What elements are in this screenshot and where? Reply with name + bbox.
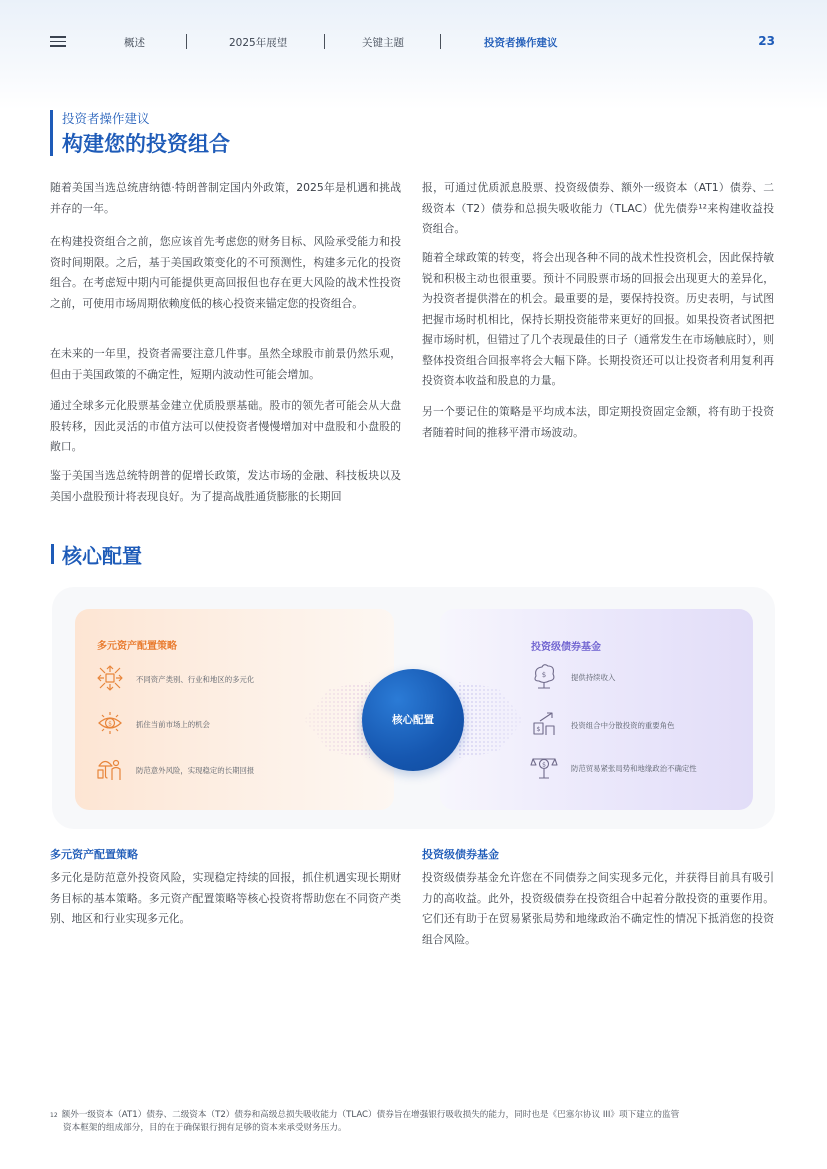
umbrella-person-icon xyxy=(96,754,124,782)
ig-bond-paragraph: 投资级债券基金允许您在不同债券之间实现多元化，并获得目前具有吸引力的高收益。此外，投资级债券在投资组合中起着分散投资的重要作用。它们还有助于在贸易紧张局势和地缘政治不确定性的情况下抵消您的投资组合风险。 xyxy=(422,871,774,946)
diversify-money-icon xyxy=(530,709,558,737)
svg-text:$: $ xyxy=(108,720,112,728)
ig-bond-subtitle: 投资级债券基金 xyxy=(422,848,499,861)
section-kicker: 投资者操作建议 xyxy=(62,111,150,126)
heading-accent-bar xyxy=(50,110,53,156)
footnote-line-1: 额外一级资本（AT1）债券、二级资本（T2）债券和高级总损失吸收能力（TLAC）债券旨在增强银行吸收损失的能力，同时也是《巴塞尔协议 III》项下建立的监管 xyxy=(61,1110,680,1120)
multi-asset-paragraph: 多元化是防范意外投资风险，实现稳定持续的回报，抓住机遇实现长期财务目标的基本策略。多元资产配置策略等核心投资将帮助您在不同资产类别、地区和行业实现多元化。 xyxy=(50,871,401,925)
right-dot-pattern xyxy=(458,680,528,760)
section-title: 核心配置 xyxy=(62,544,142,568)
body-paragraph: 在未来的一年里，投资者需要注意几件事。虽然全球股市前景仍然乐观，但由于美国政策的不确定性，短期内波动性可能会增加。 xyxy=(50,347,401,381)
svg-text:$: $ xyxy=(541,671,547,679)
eye-opportunity-icon xyxy=(96,709,124,737)
core-allocation-label: 核心配置 xyxy=(392,714,434,726)
body-paragraph: 随着全球政策的转变，将会出现各种不同的战术性投资机会，因此保持敏锐和积极主动也很重要。预计不同股票市场的回报会出现更大的差异化，为投资者提供潜在的机会。最重要的是，要保持投资。历史表明，与试图把握市场时机相比，保持长期投资能带来更好的回报。如果投资者试图把握市场时机，但错过了几个表现最佳的日子（通常发生在市场触底时），则整体投资组合回报率将会大幅下降。长期投资还可以让投资者利用复利再投资资本收益和股息的力量。 xyxy=(422,251,774,387)
svg-text:$: $ xyxy=(536,725,541,733)
multi-asset-item-text: 抓住当前市场上的机会 xyxy=(136,720,210,729)
body-paragraph: 报，可通过优质派息股票、投资级债券、额外一级资本（AT1）债券、二级资本（T2）债券和总损失吸收能力（TLAC）优先债券¹²来构建收益投资组合。 xyxy=(422,181,774,235)
ig-bond-item-text: 投资组合中分散投资的重要角色 xyxy=(571,721,675,730)
multi-asset-panel-title: 多元资产配置策略 xyxy=(97,641,177,652)
left-dot-pattern xyxy=(300,680,370,760)
nav-item-overview[interactable]: 概述 xyxy=(124,37,145,49)
nav-item-investor-actions[interactable]: 投资者操作建议 xyxy=(484,37,558,49)
section-accent-bar xyxy=(51,544,54,564)
multi-asset-item-text: 不同资产类别、行业和地区的多元化 xyxy=(136,675,255,684)
top-navigation xyxy=(0,26,827,58)
nav-separator xyxy=(324,34,325,49)
body-paragraph: 在构建投资组合之前，您应该首先考虑您的财务目标、风险承受能力和投资时间期限。之后，基于美国政策变化的不可预测性，构建多元化的投资组合。在考虑短中期内可能提供更高回报但也存在更大风险的战术性投资之前，可使用市场周期依赖度低的核心投资来锚定您的投资组合。 xyxy=(50,235,401,310)
nav-item-outlook-2025[interactable]: 2025年展望 xyxy=(229,37,288,49)
body-paragraph: 鉴于美国当选总统特朗普的促增长政策，发达市场的金融、科技板块以及美国小盘股预计将表现良好。为了提高战胜通货膨胀的长期回 xyxy=(50,469,401,503)
body-paragraph: 另一个要记住的策略是平均成本法，即定期投资固定金额，将有助于投资者随着时间的推移平滑市场波动。 xyxy=(422,405,774,439)
multi-asset-subtitle: 多元资产配置策略 xyxy=(50,848,138,861)
page-number: 23 xyxy=(758,34,775,48)
svg-text:$: $ xyxy=(542,761,546,769)
ig-bond-panel-title: 投资级债券基金 xyxy=(531,642,601,653)
income-tree-icon xyxy=(530,662,558,690)
footnote-marker: 12 xyxy=(50,1112,58,1119)
hamburger-menu-icon[interactable] xyxy=(50,36,66,47)
page-title: 构建您的投资组合 xyxy=(62,132,230,156)
nav-separator xyxy=(186,34,187,49)
body-paragraph: 随着美国当选总统唐纳德·特朗普制定国内外政策，2025年是机遇和挑战并存的一年。 xyxy=(50,181,401,215)
ig-bond-item-text: 防范贸易紧张局势和地缘政治不确定性 xyxy=(571,764,697,773)
multi-asset-item-text: 防范意外风险，实现稳定的长期回报 xyxy=(136,766,255,775)
ig-bond-item-text: 提供持续收入 xyxy=(571,673,616,682)
footnote xyxy=(50,1109,780,1135)
nav-separator xyxy=(440,34,441,49)
nav-item-key-themes[interactable]: 关键主题 xyxy=(362,37,404,49)
footnote-line-2: 资本框架的组成部分，目的在于确保银行拥有足够的资本来承受财务压力。 xyxy=(63,1123,347,1133)
hedge-scale-icon xyxy=(530,753,558,781)
body-paragraph: 通过全球多元化股票基金建立优质股票基础。股市的领先者可能会从大盘股转移，因此灵活的市值方法可以使投资者慢慢增加对中盘股和小盘股的敞口。 xyxy=(50,399,401,453)
diversify-arrows-icon xyxy=(96,664,124,692)
